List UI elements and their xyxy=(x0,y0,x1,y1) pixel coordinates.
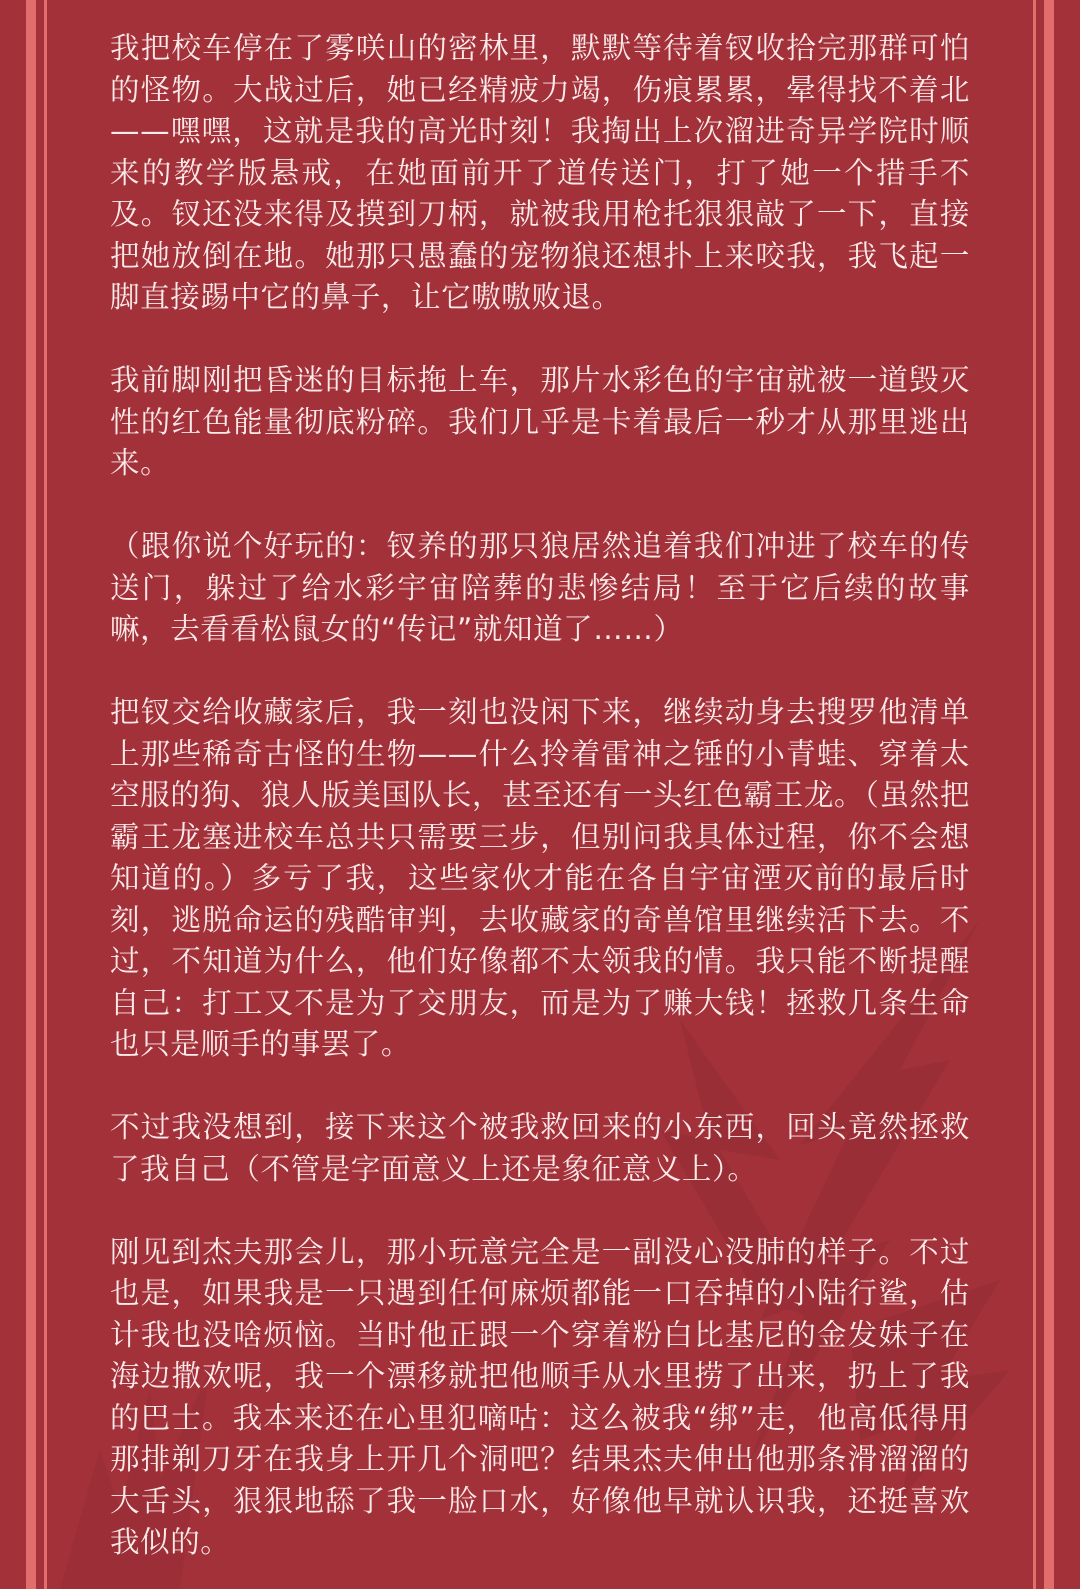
paragraph-2: 我前脚刚把昏迷的目标拖上车，那片水彩色的宇宙就被一道毁灭性的红色能量彻底粉碎。我们几乎是卡着最后一秒才从那里逃出来。 xyxy=(110,363,970,480)
paragraph-5: 不过我没想到，接下来这个被我救回来的小东西，回头竟然拯救了我自己（不管是字面意义上还是象征意义上）。 xyxy=(110,1110,970,1186)
right-border-outer xyxy=(1044,0,1054,1589)
right-border-inner xyxy=(1033,0,1036,1589)
paragraph-1: 我把校车停在了雾咲山的密林里，默默等待着钗收拾完那群可怕的怪物。大战过后，她已经精疲力竭，伤痕累累，晕得找不着北——嘿嘿，这就是我的高光时刻！我掏出上次溜进奇异学院时顺来的教学版悬戒，在她面前开了道传送门，打了她一个措手不及。钗还没来得及摸到刀柄，就被我用枪托狠狠敲了一下，直接把她放倒在地。她那只愚蠢的宠物狼还想扑上来咬我，我飞起一脚直接踢中它的鼻子，让它嗷嗷败退。 xyxy=(110,31,970,314)
left-border-outer xyxy=(26,0,36,1589)
article-body xyxy=(110,28,970,1564)
paragraph-6: 刚见到杰夫那会儿，那小玩意完全是一副没心没肺的样子。不过也是，如果我是一只遇到任何麻烦都能一口吞掉的小陆行鲨，估计我也没啥烦恼。当时他正跟一个穿着粉白比基尼的金发妹子在海边撒欢呢，我一个漂移就把他顺手从水里捞了出来，扔上了我的巴士。我本来还在心里犯嘀咕：这么被我“绑”走，他高低得用那排剃刀牙在我身上开几个洞吧？结果杰夫伸出他那条滑溜溜的大舌头，狠狠地舔了我一脸口水，好像他早就认识我，还挺喜欢我似的。 xyxy=(110,1234,970,1559)
paragraph-3: （跟你说个好玩的：钗养的那只狼居然追着我们冲进了校车的传送门，躲过了给水彩宇宙陪葬的悲惨结局！至于它后续的故事嘛，去看看松鼠女的“传记”就知道了……） xyxy=(110,529,970,646)
paragraph-4: 把钗交给收藏家后，我一刻也没闲下来，继续动身去搜罗他清单上那些稀奇古怪的生物——什么拎着雷神之锤的小青蛙、穿着太空服的狗、狼人版美国队长，甚至还有一头红色霸王龙。（虽然把霸王龙塞进校车总共只需要三步，但别问我具体过程，你不会想知道的。）多亏了我，这些家伙才能在各自宇宙湮灭前的最后时刻，逃脱命运的残酷审判，去收藏家的奇兽馆里继续活下去。不过，不知道为什么，他们好像都不太领我的情。我只能不断提醒自己：打工又不是为了交朋友，而是为了赚大钱！拯救几条生命也只是顺手的事罢了。 xyxy=(110,695,970,1061)
